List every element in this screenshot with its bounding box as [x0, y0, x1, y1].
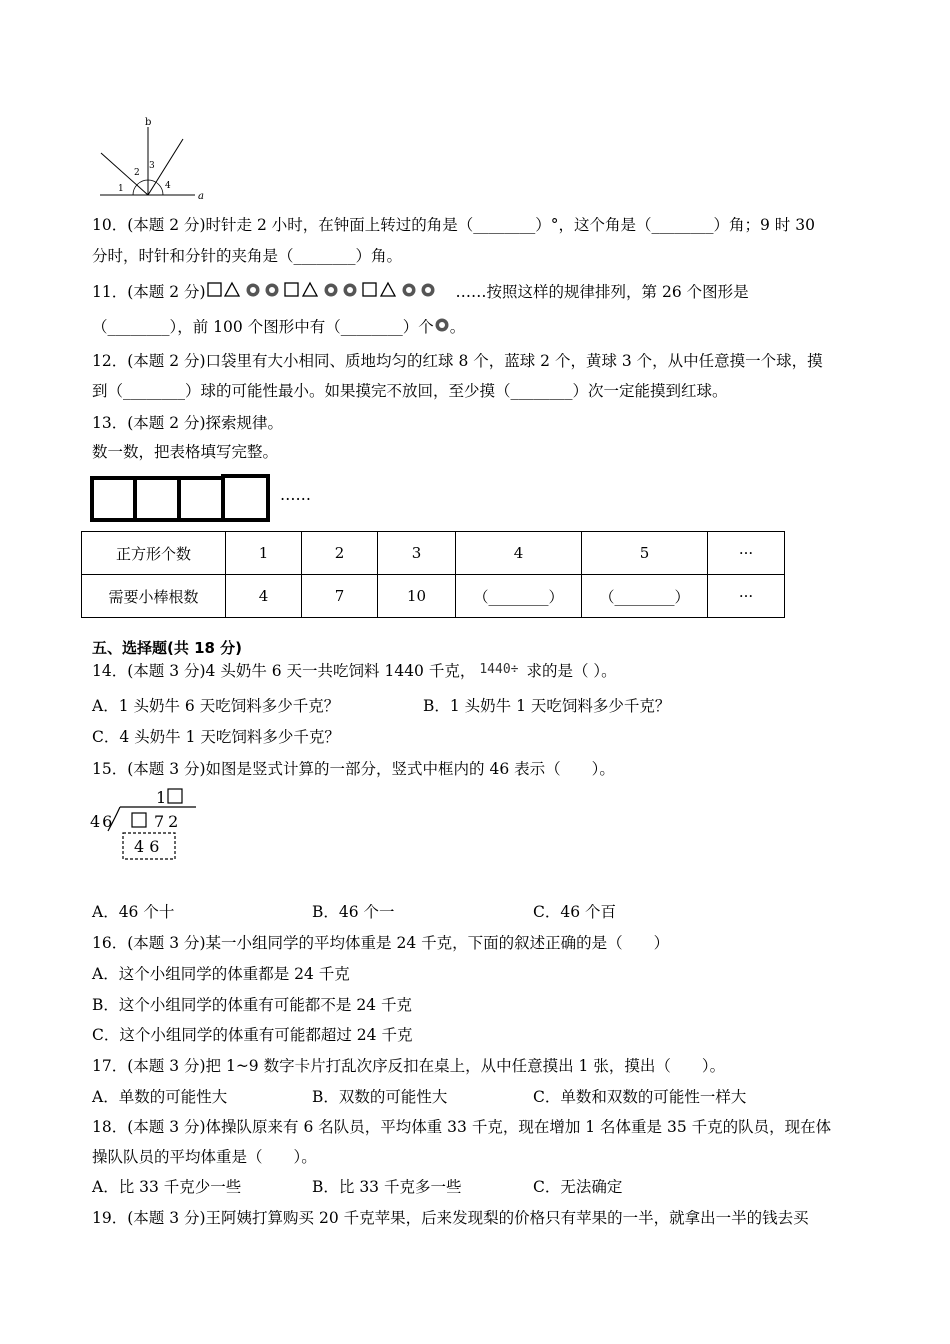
q11-line2-b: 。 — [449, 318, 466, 336]
angle-figure — [95, 115, 215, 205]
label-a: a — [198, 191, 204, 202]
q14-option-b: B．1 头奶牛 1 天吃饲料多少千克？ — [423, 697, 671, 715]
q18-line2: 操队队员的平均体重是（ ）。 — [92, 1148, 317, 1166]
label-b: b — [145, 117, 152, 128]
long-division-figure — [88, 785, 208, 865]
q12-line1: 12．(本题 2 分)口袋里有大小相同、质地均匀的红球 8 个，蓝球 2 个，黄球 3 个，从中任意摸一个球，摸 — [92, 352, 823, 370]
table-cell: 正方形个数 — [82, 532, 226, 575]
q14-option-a: A．1 头奶牛 6 天吃饲料多少千克？ — [92, 697, 340, 715]
table-cell: （________） — [456, 575, 582, 618]
q10-line2: 分时，时针和分针的夹角是（________）角。 — [92, 247, 403, 265]
table-cell: 7 — [302, 575, 378, 618]
q18-line1: 18．(本题 3 分)体操队原来有 6 名队员，平均体重 33 千克，现在增加 1 名体重是 35 千克的队员，现在体 — [92, 1118, 832, 1136]
table-cell: ··· — [708, 532, 785, 575]
table-cell: 5 — [582, 532, 708, 575]
q14-stem-a: 14．(本题 3 分)4 头奶牛 6 天一共吃饲料 1440 千克， — [92, 662, 476, 680]
divisor: 46 — [90, 812, 115, 831]
q13-line1: 13．(本题 2 分)探索规律。 — [92, 414, 284, 432]
table-cell: 4 — [456, 532, 582, 575]
label-2: 2 — [134, 168, 140, 178]
table-cell: 10 — [378, 575, 456, 618]
q16-option-b: B．这个小组同学的体重有可能都不是 24 千克 — [92, 996, 412, 1014]
q13-dots: …… — [280, 486, 311, 504]
q15-option-a: A．46 个十 — [92, 903, 175, 921]
q18-option-a: A．比 33 千克少一些 — [92, 1178, 242, 1196]
section-title: 五、选择题(共 18 分) — [92, 639, 243, 657]
q17-option-c: C．单数和双数的可能性一样大 — [533, 1088, 747, 1106]
boxed-number: 4 6 — [134, 837, 160, 856]
q15-option-b: B．46 个一 — [312, 903, 395, 921]
table-row — [82, 532, 785, 575]
q17-option-a: A．单数的可能性大 — [92, 1088, 228, 1106]
q14-option-c: C．4 头奶牛 1 天吃饲料多少千克？ — [92, 728, 340, 746]
q19-line1: 19．(本题 3 分)王阿姨打算购买 20 千克苹果，后来发现梨的价格只有苹果的一半，就拿出一半的钱去买 — [92, 1209, 809, 1227]
q11-line1 — [92, 281, 749, 302]
q11-line2-a: （________），前 100 个图形中有（________）个 — [92, 318, 434, 336]
label-4: 4 — [165, 181, 171, 191]
q11-line2 — [92, 317, 465, 337]
q11-prefix: 11．(本题 2 分) — [92, 283, 206, 301]
q14-stem-b: 求的是（ ）。 — [526, 662, 617, 680]
table-cell: 需要小棒根数 — [82, 575, 226, 618]
q13-line2: 数一数，把表格填写完整。 — [92, 443, 279, 461]
table-cell: 1 — [226, 532, 302, 575]
rule-table — [81, 531, 785, 618]
dividend-tail: 72 — [154, 812, 183, 831]
q14-stem — [92, 661, 617, 683]
table-cell: 4 — [226, 575, 302, 618]
q10-line1: 10．(本题 2 分)时针走 2 小时，在钟面上转过的角是（________）°，这个角是（________）角；9 时 30 — [92, 216, 815, 234]
label-1: 1 — [118, 184, 124, 194]
shape-sequence — [206, 281, 456, 299]
matchstick-squares — [88, 472, 278, 526]
q15-option-c: C．46 个百 — [533, 903, 617, 921]
label-3: 3 — [149, 161, 155, 171]
q16-option-c: C．这个小组同学的体重有可能都超过 24 千克 — [92, 1026, 413, 1044]
table-cell: ··· — [708, 575, 785, 618]
q16-option-a: A．这个小组同学的体重都是 24 千克 — [92, 965, 350, 983]
table-cell: 2 — [302, 532, 378, 575]
q15-stem: 15．(本题 3 分)如图是竖式计算的一部分，竖式中框内的 46 表示（ ）。 — [92, 760, 615, 778]
table-row — [82, 575, 785, 618]
table-cell: 3 — [378, 532, 456, 575]
q11-suffix: ……按照这样的规律排列，第 26 个图形是 — [455, 283, 749, 301]
ring-icon — [434, 317, 450, 333]
q14-expr: 1440÷ — [479, 662, 519, 677]
q18-option-c: C．无法确定 — [533, 1178, 623, 1196]
q18-option-b: B．比 33 千克多一些 — [312, 1178, 462, 1196]
q12-line2: 到（________）球的可能性最小。如果摸完不放回，至少摸（________）次一定能摸到红球。 — [92, 382, 728, 400]
q16-stem: 16．(本题 3 分)某一小组同学的平均体重是 24 千克，下面的叙述正确的是（ ） — [92, 934, 670, 952]
quotient-digit: 1 — [156, 788, 167, 807]
q17-stem: 17．(本题 3 分)把 1~9 数字卡片打乱次序反扣在桌上，从中任意摸出 1 张，摸出（ ）。 — [92, 1057, 726, 1075]
q17-option-b: B．双数的可能性大 — [312, 1088, 448, 1106]
table-cell: （________） — [582, 575, 708, 618]
